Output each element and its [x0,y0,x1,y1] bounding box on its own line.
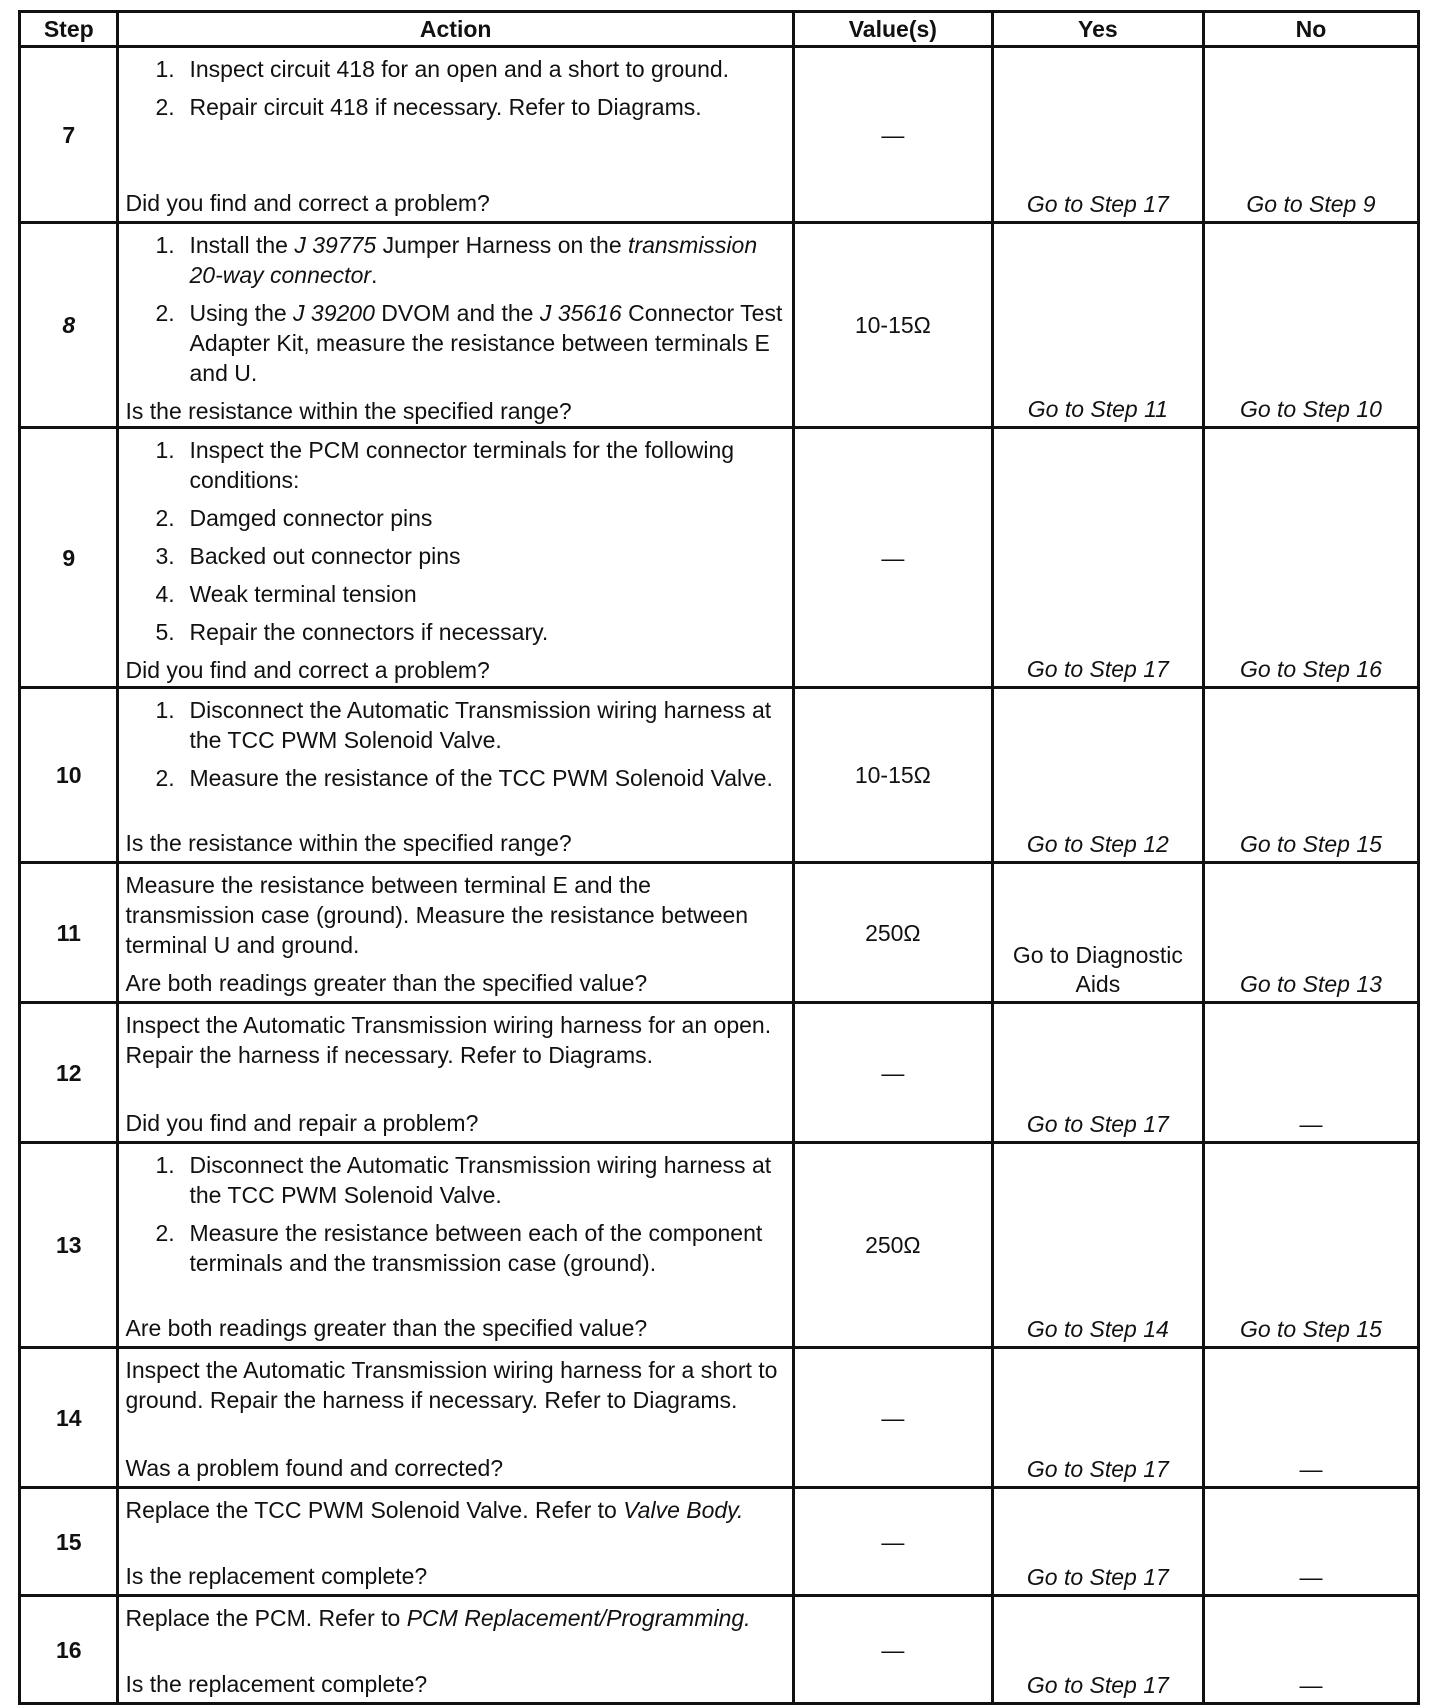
value-cell: — [793,1488,992,1596]
no-cell: — [1203,1596,1418,1704]
question-text: Did you find and correct a problem? [125,190,490,216]
yes-cell: Go to Step 12 [992,688,1203,863]
table-row [20,1003,1419,1143]
no-cell: Go to Step 15 [1203,688,1418,863]
question-text: Was a problem found and corrected? [125,1455,504,1481]
action-list [125,54,785,130]
action-text: Inspect the Automatic Transmission wiring harness for an open. Repair the harness if necessary. Refer to Diagrams. [125,1012,772,1068]
table-row [20,688,1419,863]
table-row [20,1488,1419,1596]
action-cell [118,1596,793,1704]
list-item: 2. Damged connector pins [155,505,433,531]
yes-cell: Go to Step 14 [992,1143,1203,1348]
header-yes: Yes [992,12,1203,47]
reference-link: PCM Replacement/Programming. [406,1605,751,1631]
diagnostic-table-sheet [18,10,1420,1705]
list-item: 1. Install the J 39775 Jumper Harness on the transmission 20-way connector. [155,232,758,288]
value-cell: — [793,1348,992,1488]
reference-link: Valve Body. [623,1497,744,1523]
header-action: Action [118,12,793,47]
value-cell: — [793,428,992,688]
action-text: Measure the resistance between terminal E and the transmission case (ground). Measure the resistance between terminal U and ground. [125,872,749,958]
yes-cell: Go to Step 17 [992,1348,1203,1488]
header-row [20,12,1419,47]
step-number: 15 [20,1488,118,1596]
action-cell [118,863,793,1003]
action-text: Replace the TCC PWM Solenoid Valve. Refer to Valve Body. [125,1497,744,1523]
question-text: Is the replacement complete? [125,1671,428,1697]
step-number: 12 [20,1003,118,1143]
action-cell [118,223,793,428]
action-text: Inspect the Automatic Transmission wiring harness for a short to ground. Repair the harness if necessary. Refer to Diagrams. [125,1357,778,1413]
action-cell [118,1348,793,1488]
action-cell [118,1003,793,1143]
action-cell [118,688,793,863]
table-row [20,863,1419,1003]
action-cell [118,428,793,688]
question-text: Are both readings greater than the specified value? [125,1315,648,1341]
list-item: 1. Inspect the PCM connector terminals for the following conditions: [155,437,735,493]
action-list [125,230,785,396]
question-text: Is the resistance within the specified range? [125,398,572,424]
list-item: 1. Disconnect the Automatic Transmission wiring harness at the TCC PWM Solenoid Valve. [155,1152,772,1208]
action-cell [118,1488,793,1596]
step-number: 7 [20,47,118,223]
step-number: 8 [20,223,118,428]
value-cell: — [793,47,992,223]
no-cell: — [1203,1003,1418,1143]
action-text: Replace the PCM. Refer to PCM Replacement/Programming. [125,1605,751,1631]
yes-cell: Go to Step 17 [992,47,1203,223]
value-cell: 10-15Ω [793,223,992,428]
no-cell: — [1203,1488,1418,1596]
header-no: No [1203,12,1418,47]
no-cell: Go to Step 13 [1203,863,1418,1003]
list-item: 2. Measure the resistance of the TCC PWM Solenoid Valve. [155,765,773,791]
question-text: Is the resistance within the specified range? [125,830,572,856]
step-number: 11 [20,863,118,1003]
action-cell [118,1143,793,1348]
question-text: Are both readings greater than the specified value? [125,970,648,996]
no-cell: Go to Step 10 [1203,223,1418,428]
table-row [20,47,1419,223]
step-number: 10 [20,688,118,863]
value-cell: 10-15Ω [793,688,992,863]
yes-cell: Go to Step 17 [992,1003,1203,1143]
yes-cell: Go to Step 17 [992,1488,1203,1596]
table-row [20,428,1419,688]
list-item: 2. Repair circuit 418 if necessary. Refer to Diagrams. [155,94,702,120]
action-cell [118,47,793,223]
yes-cell: Go to Diagnostic Aids [992,863,1203,1003]
action-list [125,695,785,801]
list-item: 2. Measure the resistance between each of the component terminals and the transmission case (ground). [155,1220,763,1276]
header-step: Step [20,12,118,47]
table-row [20,1348,1419,1488]
table-row [20,1596,1419,1704]
no-cell: Go to Step 16 [1203,428,1418,688]
step-number: 14 [20,1348,118,1488]
yes-cell: Go to Step 11 [992,223,1203,428]
table-row [20,223,1419,428]
question-text: Is the replacement complete? [125,1563,428,1589]
list-item: 2. Using the J 39200 DVOM and the J 35616 Connector Test Adapter Kit, measure the resistance between terminals E and U. [155,300,783,386]
question-text: Did you find and correct a problem? [125,657,490,683]
list-item: 1. Disconnect the Automatic Transmission wiring harness at the TCC PWM Solenoid Valve. [155,697,772,753]
no-cell: — [1203,1348,1418,1488]
list-item: 5. Repair the connectors if necessary. [155,619,549,645]
value-cell: 250Ω [793,863,992,1003]
table-row [20,1143,1419,1348]
no-cell: Go to Step 9 [1203,47,1418,223]
action-list [125,1150,785,1286]
header-values: Value(s) [793,12,992,47]
yes-cell: Go to Step 17 [992,1596,1203,1704]
no-cell: Go to Step 15 [1203,1143,1418,1348]
step-number: 13 [20,1143,118,1348]
value-cell: — [793,1596,992,1704]
action-list [125,435,785,655]
yes-cell: Go to Step 17 [992,428,1203,688]
step-number: 16 [20,1596,118,1704]
step-number: 9 [20,428,118,688]
value-cell: — [793,1003,992,1143]
list-item: 1. Inspect circuit 418 for an open and a short to ground. [155,56,730,82]
list-item: 4. Weak terminal tension [155,581,417,607]
value-cell: 250Ω [793,1143,992,1348]
question-text: Did you find and repair a problem? [125,1110,479,1136]
list-item: 3. Backed out connector pins [155,543,461,569]
diagnostic-table [18,10,1420,1705]
